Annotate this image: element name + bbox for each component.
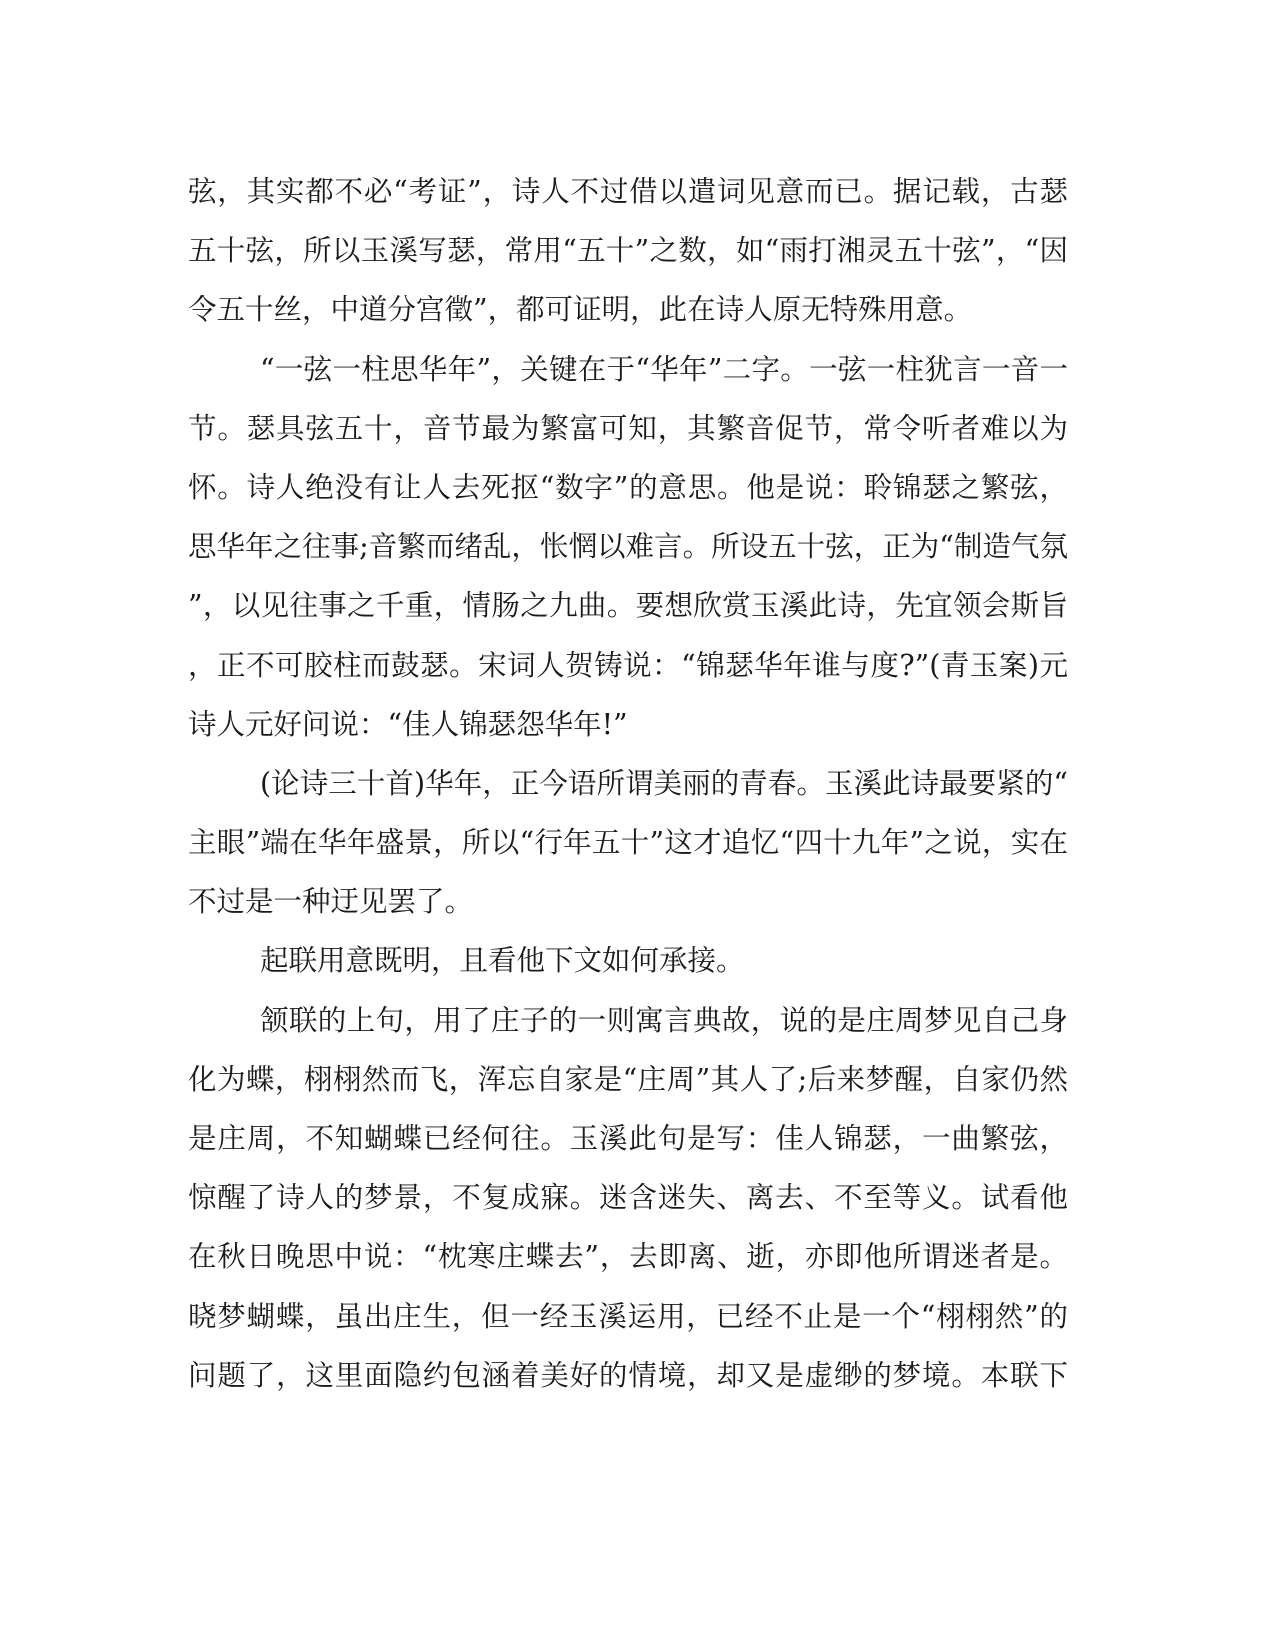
text-line: ，正不可胶柱而鼓瑟。宋词人贺铸说：“锦瑟华年谁与度?”(青玉案)元	[188, 648, 1068, 682]
text-line: 弦，其实都不必“考证”，诗人不过借以遣词见意而已。据记载，古瑟	[188, 175, 1068, 208]
text-line: 惊醒了诗人的梦景，不复成寐。迷含迷失、离去、不至等义。试看他	[188, 1181, 1068, 1215]
text-line: 化为蝶，栩栩然而飞，浑忘自家是“庄周”其人了;后来梦醒，自家仍然	[188, 1062, 1068, 1096]
body-text	[188, 162, 1068, 1405]
text-line: ”，以见往事之千重，情肠之九曲。要想欣赏玉溪此诗，先宜领会斯旨	[188, 589, 1068, 623]
text-line: 起联用意既明，且看他下文如何承接。	[260, 944, 745, 978]
text-line: 主眼”端在华年盛景，所以“行年五十”这才追忆“四十九年”之说，实在	[188, 826, 1068, 860]
text-line: 五十弦，所以玉溪写瑟，常用“五十”之数，如“雨打湘灵五十弦”，“因	[188, 234, 1068, 268]
text-line: 节。瑟具弦五十，音节最为繁富可知，其繁音促节，常令听者难以为	[188, 411, 1068, 445]
text-line: 思华年之往事;音繁而绪乱，怅惘以难言。所设五十弦，正为“制造气氛	[188, 530, 1068, 564]
text-line: (论诗三十首)华年，正今语所谓美丽的青春。玉溪此诗最要紧的“	[260, 766, 1068, 800]
text-line: 是庄周，不知蝴蝶已经何往。玉溪此句是写：佳人锦瑟，一曲繁弦，	[188, 1122, 1068, 1155]
text-line: “一弦一柱思华年”，关键在于“华年”二字。一弦一柱犹言一音一	[260, 352, 1068, 386]
text-line: 晓梦蝴蝶，虽出庄生，但一经玉溪运用，已经不止是一个“栩栩然”的	[188, 1299, 1068, 1333]
text-line: 问题了，这里面隐约包涵着美好的情境，却又是虚缈的梦境。本联下	[188, 1358, 1068, 1392]
text-line: 在秋日晚思中说：“枕寒庄蝶去”，去即离、逝，亦即他所谓迷者是。	[188, 1240, 1068, 1274]
text-line: 怀。诗人绝没有让人去死抠“数字”的意思。他是说：聆锦瑟之繁弦，	[188, 470, 1068, 504]
text-line: 不过是一种迂见罢了。	[188, 885, 474, 919]
text-line: 颔联的上句，用了庄子的一则寓言典故，说的是庄周梦见自己身	[260, 1003, 1068, 1037]
text-line: 令五十丝，中道分宫徵”，都可证明，此在诗人原无特殊用意。	[188, 293, 973, 327]
text-line: 诗人元好问说：“佳人锦瑟怨华年!”	[188, 707, 628, 741]
